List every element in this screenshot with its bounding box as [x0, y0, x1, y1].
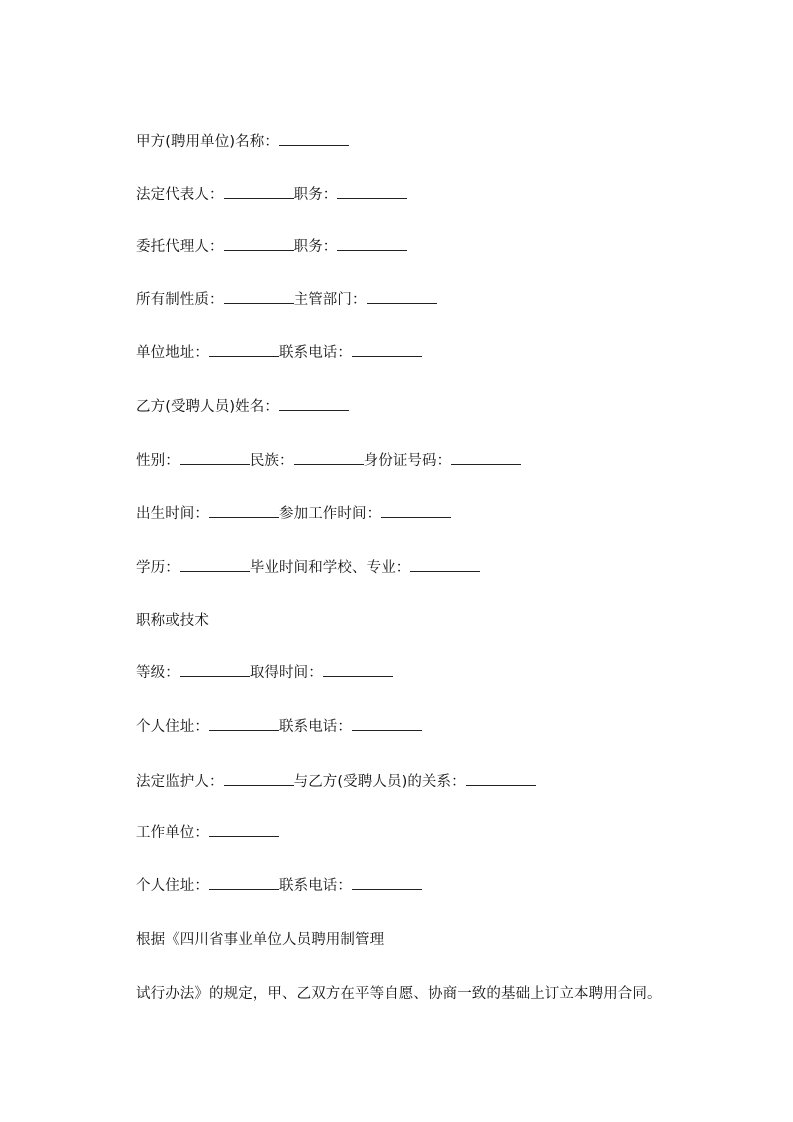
personal-address-label: 个人住址： [136, 719, 209, 735]
work-start-label: 参加工作时间： [279, 506, 382, 522]
obtained-time-blank[interactable] [323, 662, 393, 677]
party-b-name-label: 乙方(受聘人员)姓名： [136, 399, 279, 415]
gender-label: 性别： [136, 453, 180, 469]
party-a-name-row [136, 131, 349, 153]
personal-address-blank[interactable] [209, 716, 279, 731]
gender-row [136, 450, 521, 472]
personal-address-row [136, 716, 422, 738]
intro-line-2 [136, 983, 662, 1005]
intro-text-2: 试行办法》的规定，甲、乙双方在平等自愿、协商一致的基础上订立本聘用合同。 [136, 986, 662, 1002]
guardian-address-row [136, 875, 422, 897]
guardian-address-blank[interactable] [209, 875, 279, 890]
gender-blank[interactable] [180, 450, 250, 465]
legal-representative-position-label: 职务： [293, 187, 338, 203]
guardian-employer-row [136, 822, 279, 844]
authority-label: 主管部门： [293, 292, 367, 308]
personal-phone-label: 联系电话： [279, 719, 352, 735]
guardian-employer-label: 工作单位： [136, 825, 209, 841]
birth-label: 出生时间： [136, 506, 209, 522]
guardian-blank[interactable] [224, 771, 294, 786]
birth-row [136, 503, 451, 525]
guardian-employer-blank[interactable] [209, 822, 279, 837]
id-number-label: 身份证号码： [363, 453, 452, 469]
education-blank[interactable] [180, 557, 250, 572]
id-number-blank[interactable] [451, 450, 521, 465]
guardian-phone-label: 联系电话： [279, 878, 352, 894]
legal-representative-label: 法定代表人： [136, 187, 224, 203]
guardian-relation-blank[interactable] [466, 771, 536, 786]
unit-address-row [136, 342, 422, 364]
ownership-blank[interactable] [224, 289, 294, 304]
education-label: 学历： [136, 560, 180, 576]
ownership-row [136, 289, 437, 311]
agent-position-label: 职务： [293, 239, 338, 255]
guardian-address-label: 个人住址： [136, 878, 209, 894]
authority-blank[interactable] [367, 289, 437, 304]
party-a-name-label: 甲方(聘用单位)名称： [136, 134, 279, 150]
legal-representative-position-blank[interactable] [337, 184, 407, 199]
agent-position-blank[interactable] [337, 236, 407, 251]
ethnicity-label: 民族： [249, 453, 294, 469]
unit-address-label: 单位地址： [136, 345, 209, 361]
intro-text-1: 根据《四川省事业单位人员聘用制管理 [136, 932, 385, 948]
agent-blank[interactable] [224, 236, 294, 251]
obtained-time-label: 取得时间： [249, 665, 323, 681]
education-row [136, 557, 480, 579]
legal-representative-blank[interactable] [224, 184, 294, 199]
grade-row [136, 662, 393, 684]
legal-representative-row [136, 184, 407, 206]
unit-address-blank[interactable] [209, 342, 279, 357]
unit-phone-label: 联系电话： [279, 345, 352, 361]
grade-blank[interactable] [180, 662, 250, 677]
agent-label: 委托代理人： [136, 239, 224, 255]
party-a-name-blank[interactable] [279, 131, 349, 146]
intro-line-1 [136, 929, 384, 951]
birth-blank[interactable] [209, 503, 279, 518]
ownership-label: 所有制性质： [136, 292, 224, 308]
guardian-phone-blank[interactable] [352, 875, 422, 890]
party-b-name-blank[interactable] [279, 396, 349, 411]
guardian-row [136, 771, 536, 793]
work-start-blank[interactable] [381, 503, 451, 518]
graduation-blank[interactable] [410, 557, 480, 572]
professional-title-heading: 职称或技术 [136, 613, 209, 629]
guardian-relation-label: 与乙方(受聘人员)的关系： [293, 774, 466, 790]
unit-phone-blank[interactable] [352, 342, 422, 357]
agent-row [136, 236, 407, 258]
party-b-name-row [136, 396, 349, 418]
grade-label: 等级： [136, 665, 180, 681]
professional-title-row [136, 610, 209, 632]
graduation-label: 毕业时间和学校、专业： [249, 560, 411, 576]
ethnicity-blank[interactable] [294, 450, 364, 465]
personal-phone-blank[interactable] [352, 716, 422, 731]
guardian-label: 法定监护人： [136, 774, 224, 790]
